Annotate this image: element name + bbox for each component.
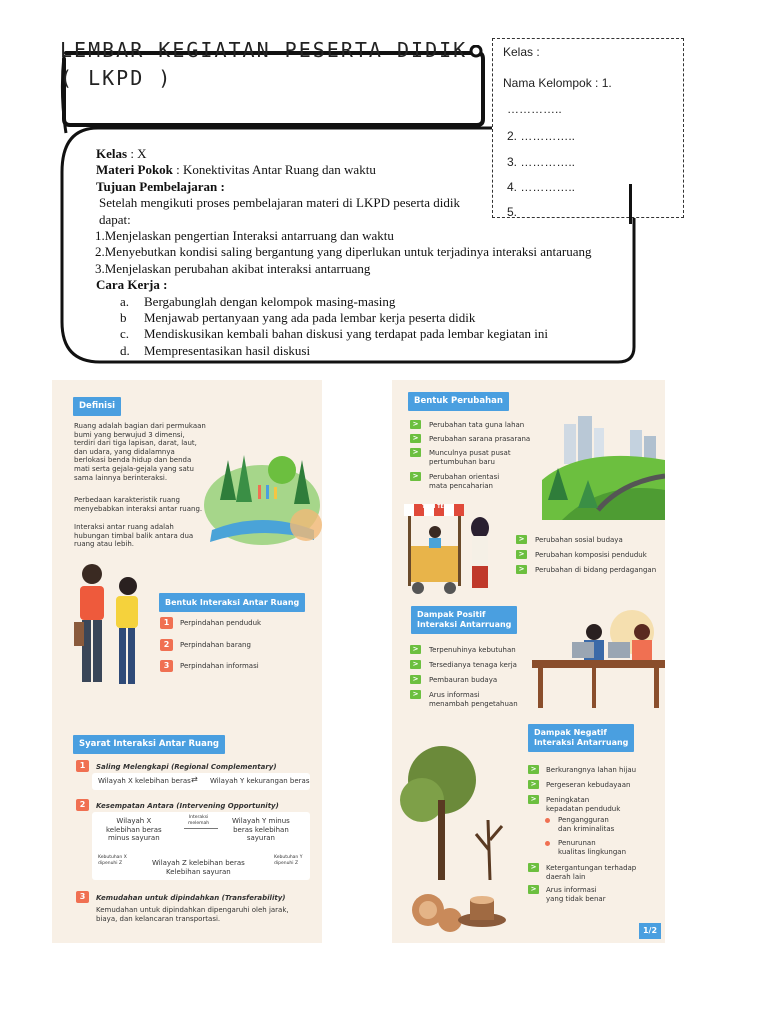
infographic-right xyxy=(392,380,665,943)
perubahan-item xyxy=(429,473,499,490)
text-line: Wilayah Y minus xyxy=(232,817,290,825)
chevron-right-icon: > xyxy=(516,550,527,559)
dampak-negatif-heading xyxy=(528,724,634,752)
arrow-line xyxy=(184,828,218,829)
syarat-2-title: Kesempatan Antara (Intervening Opportunity) xyxy=(96,802,279,810)
syarat-3-text xyxy=(96,906,289,923)
text-line: Interaksi antar ruang adalah xyxy=(74,523,174,531)
text-line: dipenuhi Z xyxy=(274,860,299,866)
definisi-interaksi xyxy=(74,523,193,549)
materi-value: : Konektivitas Antar Ruang dan waktu xyxy=(172,162,376,178)
info-line-1: ………….. xyxy=(507,102,562,116)
text-line: mata pencaharian xyxy=(429,481,493,490)
positif-item: Tersedianya tenaga kerja xyxy=(429,661,517,669)
text-line: Kebutuhan Y xyxy=(274,855,303,860)
chevron-right-icon: > xyxy=(528,885,539,894)
text-line: daerah lain xyxy=(546,872,586,881)
dampak-positif-heading xyxy=(411,606,517,634)
negatif-item xyxy=(546,796,620,813)
deforestation-illustration xyxy=(398,730,528,935)
cara-item-marker: a. xyxy=(120,293,130,309)
food-stall-illustration xyxy=(400,498,500,598)
bentuk-interaksi-heading: Bentuk Interaksi Antar Ruang xyxy=(159,593,305,612)
text-line: biaya, dan kelancaran transportasi. xyxy=(96,914,221,923)
chevron-right-icon: > xyxy=(410,472,421,481)
text-line: Interaksi Antarruang xyxy=(417,620,512,629)
text-line: ruang atau lebih. xyxy=(74,540,134,549)
positif-item: Terpenuhinya kebutuhan xyxy=(429,646,516,654)
info-line-4: 4. ………….. xyxy=(507,180,576,194)
text-line: pertumbuhan baru xyxy=(429,457,495,466)
cara-item-text: Mendiskusikan kembali bahan diskusi yang terdapat pada lembar kegiatan ini xyxy=(144,326,548,342)
tujuan-item: 1.Menjelaskan pengertian Interaksi antarruang dan waktu xyxy=(95,227,394,243)
chevron-right-icon: > xyxy=(516,535,527,544)
number-badge: 3 xyxy=(76,891,89,903)
page-indicator: 1/2 xyxy=(639,923,661,939)
text-line: Pengangguran xyxy=(558,816,609,824)
text-line: dan udara, yang didalamnya xyxy=(74,447,175,456)
negatif-item: Berkurangnya lahan hijau xyxy=(546,766,637,774)
chevron-right-icon: > xyxy=(410,448,421,457)
syarat-2-lz xyxy=(98,855,127,866)
text-line: Ruang adalah bagian dari permukaan xyxy=(74,422,206,430)
syarat-2-rz xyxy=(274,855,302,866)
perubahan-item: Perubahan komposisi penduduk xyxy=(535,551,647,559)
text-line: Ketergantungan terhadap xyxy=(546,864,637,872)
tujuan-intro-1: Setelah mengikuti proses pembelajaran materi di LKPD peserta didik xyxy=(99,195,461,211)
text-line: dan kriminalitas xyxy=(558,824,615,833)
cara-item xyxy=(96,343,592,359)
cara-kerja-heading: Cara Kerja : xyxy=(96,277,168,293)
kelas-label: Kelas xyxy=(96,146,128,161)
text-line: Dampak Positif xyxy=(417,610,486,619)
chevron-right-icon: > xyxy=(410,645,421,654)
text-line: kepadatan penduduk xyxy=(546,804,621,813)
text-line: mati serta gejala-gejala yang satu xyxy=(74,464,194,473)
bullet-dot xyxy=(545,818,550,823)
number-badge: 2 xyxy=(160,639,173,651)
text-line: bumi yang berwujud 3 dimensi, xyxy=(74,430,185,439)
text-line: hubungan timbal balik antara dua xyxy=(74,531,194,540)
worksheet-title xyxy=(60,36,467,92)
info-line-3: 3. ………….. xyxy=(507,155,576,169)
tujuan-intro-2: dapat: xyxy=(99,211,131,227)
frame-edge xyxy=(629,184,632,224)
negatif-item xyxy=(546,864,636,881)
perubahan-heading: Bentuk Perubahan xyxy=(408,392,509,411)
cara-item-marker: b xyxy=(120,309,127,325)
text-line: Munculnya pusat pusat xyxy=(429,449,511,457)
text-line: kelebihan beras xyxy=(106,825,162,834)
chevron-right-icon: > xyxy=(410,660,421,669)
cara-item xyxy=(96,326,592,342)
text-line: Kebutuhan X xyxy=(98,855,127,860)
positif-item xyxy=(429,691,518,708)
text-line: Dampak Negatif xyxy=(534,728,607,737)
text-line: kualitas lingkungan xyxy=(558,847,627,856)
cara-item-marker: c. xyxy=(120,326,130,342)
syarat-1-title: Saling Melengkapi (Regional Complementary) xyxy=(96,763,277,771)
title-line-1: LEMBAR KEGIATAN PESERTA DIDIK xyxy=(60,38,468,62)
tujuan-item: 3.Menjelaskan perubahan akibat interaksi antarruang xyxy=(95,260,371,276)
syarat-2-z xyxy=(152,859,245,876)
text-line: Perubahan orientasi xyxy=(429,473,500,481)
text-line: yang tidak benar xyxy=(546,894,606,903)
tujuan-item: 2.Menyebutkan kondisi saling bergantung yang diperlukan untuk terjadinya interaksi antaruang xyxy=(95,244,592,260)
negatif-item: Pergeseran kebudayaan xyxy=(546,781,631,789)
text-line: Wilayah X xyxy=(116,817,152,825)
number-badge: 3 xyxy=(160,660,173,672)
syarat-1-left: Wilayah X kelebihan beras xyxy=(98,777,191,785)
text-line: Interaksi xyxy=(188,815,209,820)
materi-label: Materi Pokok xyxy=(96,162,173,178)
text-line: Wilayah Z kelebihan beras xyxy=(152,859,245,867)
chevron-right-icon: > xyxy=(410,690,421,699)
cara-item xyxy=(96,310,592,326)
info-kelas: Kelas : xyxy=(503,45,540,59)
city-illustration xyxy=(542,410,665,520)
info-line-5: 5. xyxy=(507,205,518,219)
bentuk-item: Perpindahan barang xyxy=(180,641,251,649)
text-line: Penurunan xyxy=(558,839,596,847)
text-line: beras kelebihan xyxy=(233,825,289,834)
info-kelompok: Nama Kelompok : 1. xyxy=(503,76,612,90)
title-line-2: ( LKPD ) xyxy=(60,66,173,90)
text-line: menyebabkan interaksi antar ruang. xyxy=(74,504,203,513)
chevron-right-icon: > xyxy=(410,420,421,429)
syarat-2-mid xyxy=(188,815,209,826)
text-line: Interaksi Antarruang xyxy=(534,738,629,747)
negatif-sub-item xyxy=(558,839,626,856)
chevron-right-icon: > xyxy=(528,863,539,872)
definisi-perbedaan xyxy=(74,496,202,513)
syarat-heading: Syarat Interaksi Antar Ruang xyxy=(73,735,225,754)
text-line: terdiri dari tiga lapisan, darat, laut, xyxy=(74,439,197,448)
text-line: dipenuhi Z xyxy=(98,860,123,866)
text-line: Perbedaan karakteristik ruang xyxy=(74,496,181,504)
chevron-right-icon: > xyxy=(516,565,527,574)
info-line-2: 2. ………….. xyxy=(507,129,576,143)
number-badge: 1 xyxy=(160,617,173,629)
bullet-dot xyxy=(545,841,550,846)
office-illustration xyxy=(532,610,665,710)
negatif-sub-item xyxy=(558,816,614,833)
number-badge: 1 xyxy=(76,760,89,772)
syarat-3-title: Kemudahan untuk dipindahkan (Transferability) xyxy=(96,894,286,902)
bentuk-item: Perpindahan penduduk xyxy=(180,619,262,627)
cara-item-text: Mempresentasikan hasil diskusi xyxy=(144,342,311,358)
cara-item xyxy=(96,294,592,310)
perubahan-item: Perubahan sarana prasarana xyxy=(429,435,531,443)
chevron-right-icon: > xyxy=(528,795,539,804)
text-line: sayuran xyxy=(246,834,275,843)
forest-illustration xyxy=(202,430,322,550)
arrows-icon: ⇄ xyxy=(191,775,198,784)
tujuan-heading: Tujuan Pembelajaran : xyxy=(96,178,225,194)
stall-sign: THAI TEA xyxy=(422,504,448,510)
cara-item-marker: d. xyxy=(120,342,130,358)
group-info-box xyxy=(492,38,684,218)
text-line: Arus informasi xyxy=(546,886,597,894)
cara-item-text: Menjawab pertanyaan yang ada pada lembar kerja peserta didik xyxy=(144,309,476,325)
cara-item-text: Bergabunglah dengan kelompok masing-masing xyxy=(144,293,396,309)
infographic-left xyxy=(52,380,322,943)
text-line: sama lainnya berinteraksi. xyxy=(74,473,168,482)
positif-item: Pembauran budaya xyxy=(429,676,498,684)
negatif-item xyxy=(546,886,606,903)
chevron-right-icon: > xyxy=(410,434,421,443)
text-line: Kemudahan untuk dipindahkan dipengaruhi oleh jarak, xyxy=(96,906,289,914)
number-badge: 2 xyxy=(76,799,89,811)
perubahan-item xyxy=(429,449,511,466)
text-line: Kelebihan sayuran xyxy=(166,867,231,876)
people-illustration xyxy=(66,560,156,710)
text-line: minus sayuran xyxy=(108,834,160,843)
chevron-right-icon: > xyxy=(528,780,539,789)
text-line: Arus informasi xyxy=(429,691,480,699)
syarat-2-y xyxy=(232,817,290,843)
perubahan-item: Perubahan sosial budaya xyxy=(535,536,623,544)
text-line: menambah pengetahuan xyxy=(429,699,518,708)
definisi-ruang xyxy=(74,422,206,482)
perubahan-item: Perubahan di bidang perdagangan xyxy=(535,566,657,574)
text-line: berlokasi benda hidup dan benda xyxy=(74,456,192,465)
text-line: Peningkatan xyxy=(546,796,590,804)
bentuk-item: Perpindahan informasi xyxy=(180,662,259,670)
text-line: melemah xyxy=(188,820,210,826)
syarat-2-x xyxy=(106,817,162,843)
definisi-heading: Definisi xyxy=(73,397,121,416)
chevron-right-icon: > xyxy=(410,675,421,684)
perubahan-item: Perubahan tata guna lahan xyxy=(429,421,525,429)
syarat-1-right: Wilayah Y kekurangan beras xyxy=(210,777,310,785)
kelas-value: : X xyxy=(127,146,147,161)
chevron-right-icon: > xyxy=(528,765,539,774)
